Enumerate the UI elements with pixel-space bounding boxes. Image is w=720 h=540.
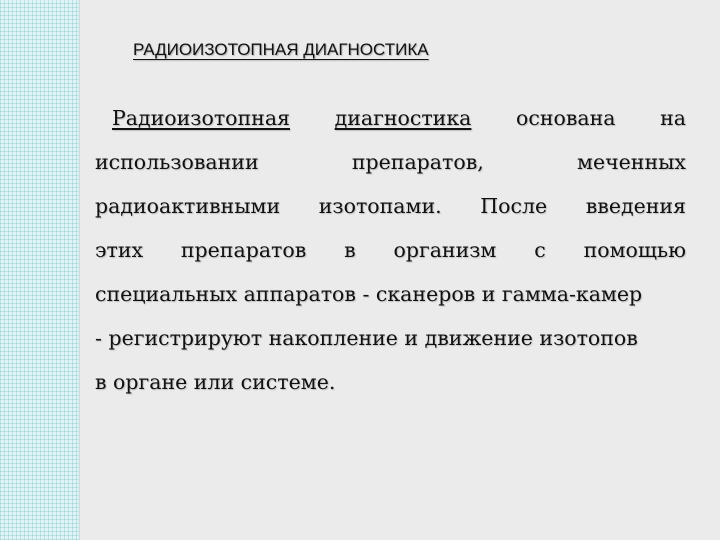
word: на (660, 106, 686, 130)
word: После (480, 194, 548, 218)
word: этих (95, 238, 144, 262)
word: меченных (577, 150, 686, 174)
word: использовании (95, 150, 259, 174)
paragraph-line-5: специальных аппаратов - сканеров и гамма-камер (95, 282, 643, 306)
word: основана (516, 106, 616, 130)
word: изотопами. (318, 194, 442, 218)
paragraph-line-4 (95, 238, 686, 268)
word: Радиоизотопная (112, 106, 290, 130)
paragraph-line-3 (95, 194, 686, 224)
paragraph-line-6: - регистрируют накопление и движение изотопов (95, 326, 638, 350)
paragraph-line-1 (112, 106, 686, 136)
decorative-left-strip (0, 0, 80, 540)
word: введения (585, 194, 686, 218)
word: препаратов, (351, 150, 484, 174)
word: препаратов (180, 238, 307, 262)
word: диагностика (334, 106, 472, 130)
word: в (344, 238, 356, 262)
word: радиоактивными (95, 194, 281, 218)
strip-divider (79, 0, 80, 540)
paragraph-line-2 (95, 150, 686, 180)
word: с (534, 238, 546, 262)
word: помощью (583, 238, 686, 262)
word: организм (393, 238, 497, 262)
slide-title: РАДИОИЗОТОПНАЯ ДИАГНОСТИКА (133, 40, 429, 59)
paragraph-line-7: в органе или системе. (95, 370, 336, 394)
